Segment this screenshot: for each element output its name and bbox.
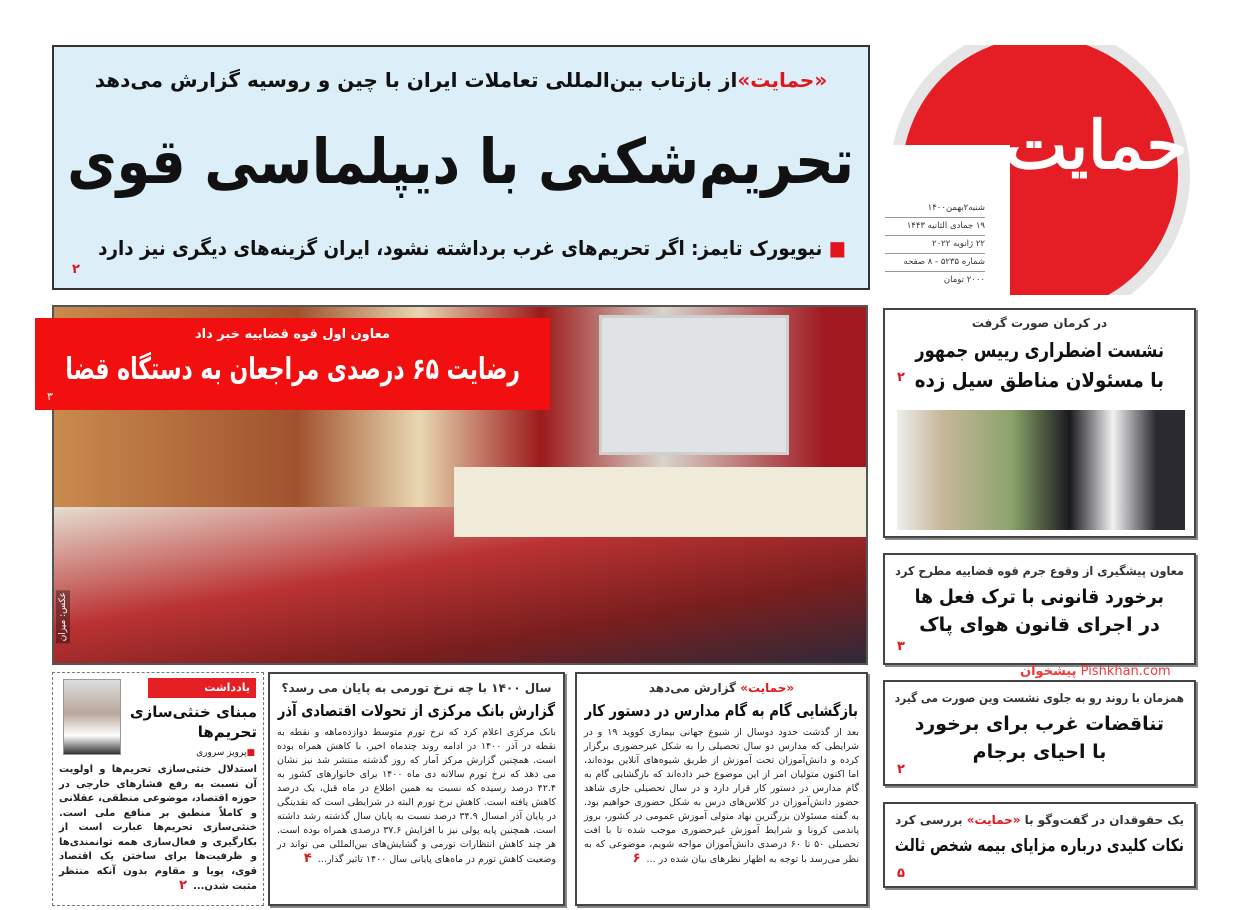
pishkhan-watermark bbox=[1020, 664, 1171, 679]
kicker bbox=[585, 680, 858, 696]
watermark-en: Pishkhan.com bbox=[1080, 664, 1171, 679]
page-ref: ۶ bbox=[632, 851, 641, 866]
article-body bbox=[577, 726, 866, 867]
headline bbox=[915, 335, 1164, 395]
author-photo bbox=[63, 679, 121, 755]
kicker-text: از بازتاب بین‌المللی تعاملات ایران با چین و روسیه گزارش می‌دهد bbox=[94, 68, 738, 92]
issue-number: شماره ۵۲۳۵ - ۸ صفحه bbox=[885, 254, 985, 272]
headline-line: تناقضات غرب برای برخورد bbox=[914, 713, 1164, 735]
bullet-icon: ■ bbox=[822, 236, 846, 260]
kicker-pre: یک حقوقدان در گفت‌وگو با bbox=[1024, 813, 1184, 827]
bank-story[interactable] bbox=[268, 672, 565, 906]
headline: نکات کلیدی درباره مزایای بیمه شخص ثالث bbox=[894, 836, 1184, 856]
article-body-text: بعد از گذشت حدود دوسال از شیوع جهانی بیماری کووید ۱۹ و در شرایطی که مدارس دو سال تحصیلی را به شکل غیرحضوری برگزار کرده و دانش‌آموزان تحت آموزش از طریق شیوه‌های آنلاین بوده‌اند، اما اکنون متولیان امر از این موضوع خبر داده‌اند که بازگشایی گام به گام مدارس در دستور کار قرار دارد و در سال تحصیلی جاری شاهد حضور دانش‌آموزان در کلاس‌های درس به شکل حضوری خواهیم بود. به گفته مسئولان بزرگترین نهاد متولی آموزش عمومی در کشور، بروز پاندمی کرونا و شرایط آموزش غیرحضوری موجب شده تا با افت تحصیلی ۵۰ تا ۶۰ درصدی دانش‌آموزان مواجه شویم، موضوعی که به نظر می‌رسد با توجه به اظهار نظرهای بیان شده در ... bbox=[584, 727, 860, 865]
date-gregorian: ۲۲ ژانویه ۲۰۲۲ bbox=[885, 236, 985, 254]
headline: بازگشایی گام به گام مدارس در دستور کار bbox=[584, 701, 858, 720]
right-story-4[interactable] bbox=[883, 802, 1196, 888]
brand-name: «حمایت» bbox=[737, 68, 828, 92]
photo-story-banner[interactable] bbox=[35, 318, 550, 410]
page-ref: ۴ bbox=[303, 851, 312, 866]
page-ref: ۵ bbox=[897, 866, 905, 881]
editorial-headline: مبنای خنثی‌سازی تحریم‌ها bbox=[129, 703, 257, 741]
editorial-author bbox=[196, 747, 255, 759]
article-body bbox=[270, 726, 563, 867]
bullet-icon: ■ bbox=[246, 748, 255, 758]
editorial-body bbox=[53, 763, 263, 895]
kicker-text: گزارش می‌دهد bbox=[648, 681, 737, 695]
page-ref: ۳ bbox=[897, 639, 905, 654]
banner-headline: رضایت ۶۵ درصدی مراجعان به دستگاه قضا bbox=[65, 352, 520, 387]
page-ref: ۲ bbox=[897, 370, 905, 385]
lead-kicker bbox=[74, 67, 848, 93]
author-name: پرویز سروری bbox=[196, 748, 247, 758]
editorial-body-text: استدلال خنثی‌سازی تحریم‌ها و اولویت آن نسبت به رفع فشارهای خارجی در حوزه اقتصاد، موضوعی منطقی، عقلانی و کاملاً منطبق بر منافع ملی است. خنثی‌سازی تحریم‌ها عبارت است از بکارگیری و فعال‌سازی همه توانمندی‌ها و ظرفیت‌ها برای ساختن یک اقتصاد قوی، پویا و مقاوم بدون آنکه منتظر مثبت شدن... bbox=[59, 764, 257, 892]
headline: گزارش بانک مرکزی از تحولات اقتصادی آذر bbox=[277, 701, 555, 720]
headline-line: برخورد قانونی با ترک فعل ها bbox=[914, 586, 1164, 608]
right-story-3[interactable] bbox=[883, 680, 1196, 786]
headline-line: با احیای برجام bbox=[972, 741, 1107, 763]
page-ref: ۲ bbox=[72, 262, 80, 277]
headline-line: در اجرای قانون هوای پاک bbox=[919, 614, 1160, 636]
headline bbox=[915, 583, 1164, 639]
page-ref: ۲ bbox=[179, 878, 188, 893]
page-ref: ۳ bbox=[47, 390, 53, 403]
lead-story[interactable] bbox=[52, 45, 870, 290]
date-block bbox=[885, 200, 985, 289]
headline-line: با مسئولان مناطق سیل زده bbox=[914, 368, 1164, 392]
photo-credit: عکس: میزان bbox=[58, 592, 68, 642]
page-ref: ۲ bbox=[897, 762, 905, 777]
brand-name: «حمایت» bbox=[966, 813, 1021, 827]
article-body-text: بانک مرکزی اعلام کرد که نرخ تورم متوسط دوازده‌ماهه و نقطه به نقطه در آذر ۱۴۰۰ در ادامه روند چندماه اخیر، با کاهش همراه بوده است. همچنین گزارش مرکز آمار که روز گذشته منتشر شد نیز نشان می دهد که نرخ تورم سالانه دی ماه ۱۴۰۰ برای خانوارهای کشور به ۴۲.۴ درصد رسیده که نسبت به همین اطلاع در ماه قبل، یک درصد کاهش یافته است. کاهش نرخ تورم البته در شرایطی است که نقدینگی در پایان آذر امسال ۳۴.۹ درصد نسبت به پایان سال گذشته رشد داشته است. همچنین پایه پولی نیز با افزایش ۳۷.۶ درصدی همراه بوده است. هر چند کاهش انتظارات تورمی و گشایش‌های بین‌المللی می تواند در وضعیت کاهش تورم در ماه‌های پایانی سال ۱۴۰۰ تاثیر گذار... bbox=[277, 727, 557, 865]
kicker-post: بررسی کرد bbox=[895, 813, 963, 827]
logo-text: حمایت bbox=[1005, 106, 1188, 184]
kicker: سال ۱۴۰۰ با چه نرخ تورمی به پایان می رسد؟ bbox=[281, 681, 552, 695]
headline bbox=[915, 710, 1164, 766]
lead-subheadline bbox=[98, 235, 846, 261]
watermark-fa: پیشخوان bbox=[1020, 664, 1077, 679]
editorial[interactable] bbox=[52, 672, 264, 906]
editorial-label: یادداشت bbox=[148, 678, 256, 698]
date-persian: شنبه۲بهمن۱۴۰۰ bbox=[885, 200, 985, 218]
president-meeting-photo bbox=[897, 410, 1185, 530]
right-story-1[interactable] bbox=[883, 308, 1196, 538]
schools-story[interactable] bbox=[575, 672, 868, 906]
projection-screen bbox=[599, 315, 789, 455]
brand-name: «حمایت» bbox=[740, 681, 795, 695]
lead-headline: تحریم‌شکنی با دیپلماسی قوی bbox=[67, 125, 855, 198]
kicker: معاون پیشگیری از وقوع جرم قوه قضاییه مطرح کرد bbox=[895, 564, 1184, 578]
stage bbox=[454, 467, 868, 537]
date-hijri: ۱۹ جمادی الثانیه ۱۴۴۳ bbox=[885, 218, 985, 236]
price: ۲۰۰۰ تومان bbox=[943, 275, 985, 285]
kicker: در کرمان صورت گرفت bbox=[971, 316, 1108, 330]
headline-line: نشست اضطراری رییس جمهور bbox=[915, 338, 1164, 362]
sub-text: نیویورک تایمز: اگر تحریم‌های غرب برداشته نشود، ایران گزینه‌های دیگری نیز دارد bbox=[98, 236, 823, 260]
kicker: همزمان با روند رو به جلوی نشست وین صورت می گیرد bbox=[894, 691, 1184, 705]
kicker bbox=[896, 812, 1184, 828]
banner-kicker: معاون اول قوه قضاییه خبر داد bbox=[194, 327, 391, 342]
right-story-2[interactable] bbox=[883, 553, 1196, 665]
